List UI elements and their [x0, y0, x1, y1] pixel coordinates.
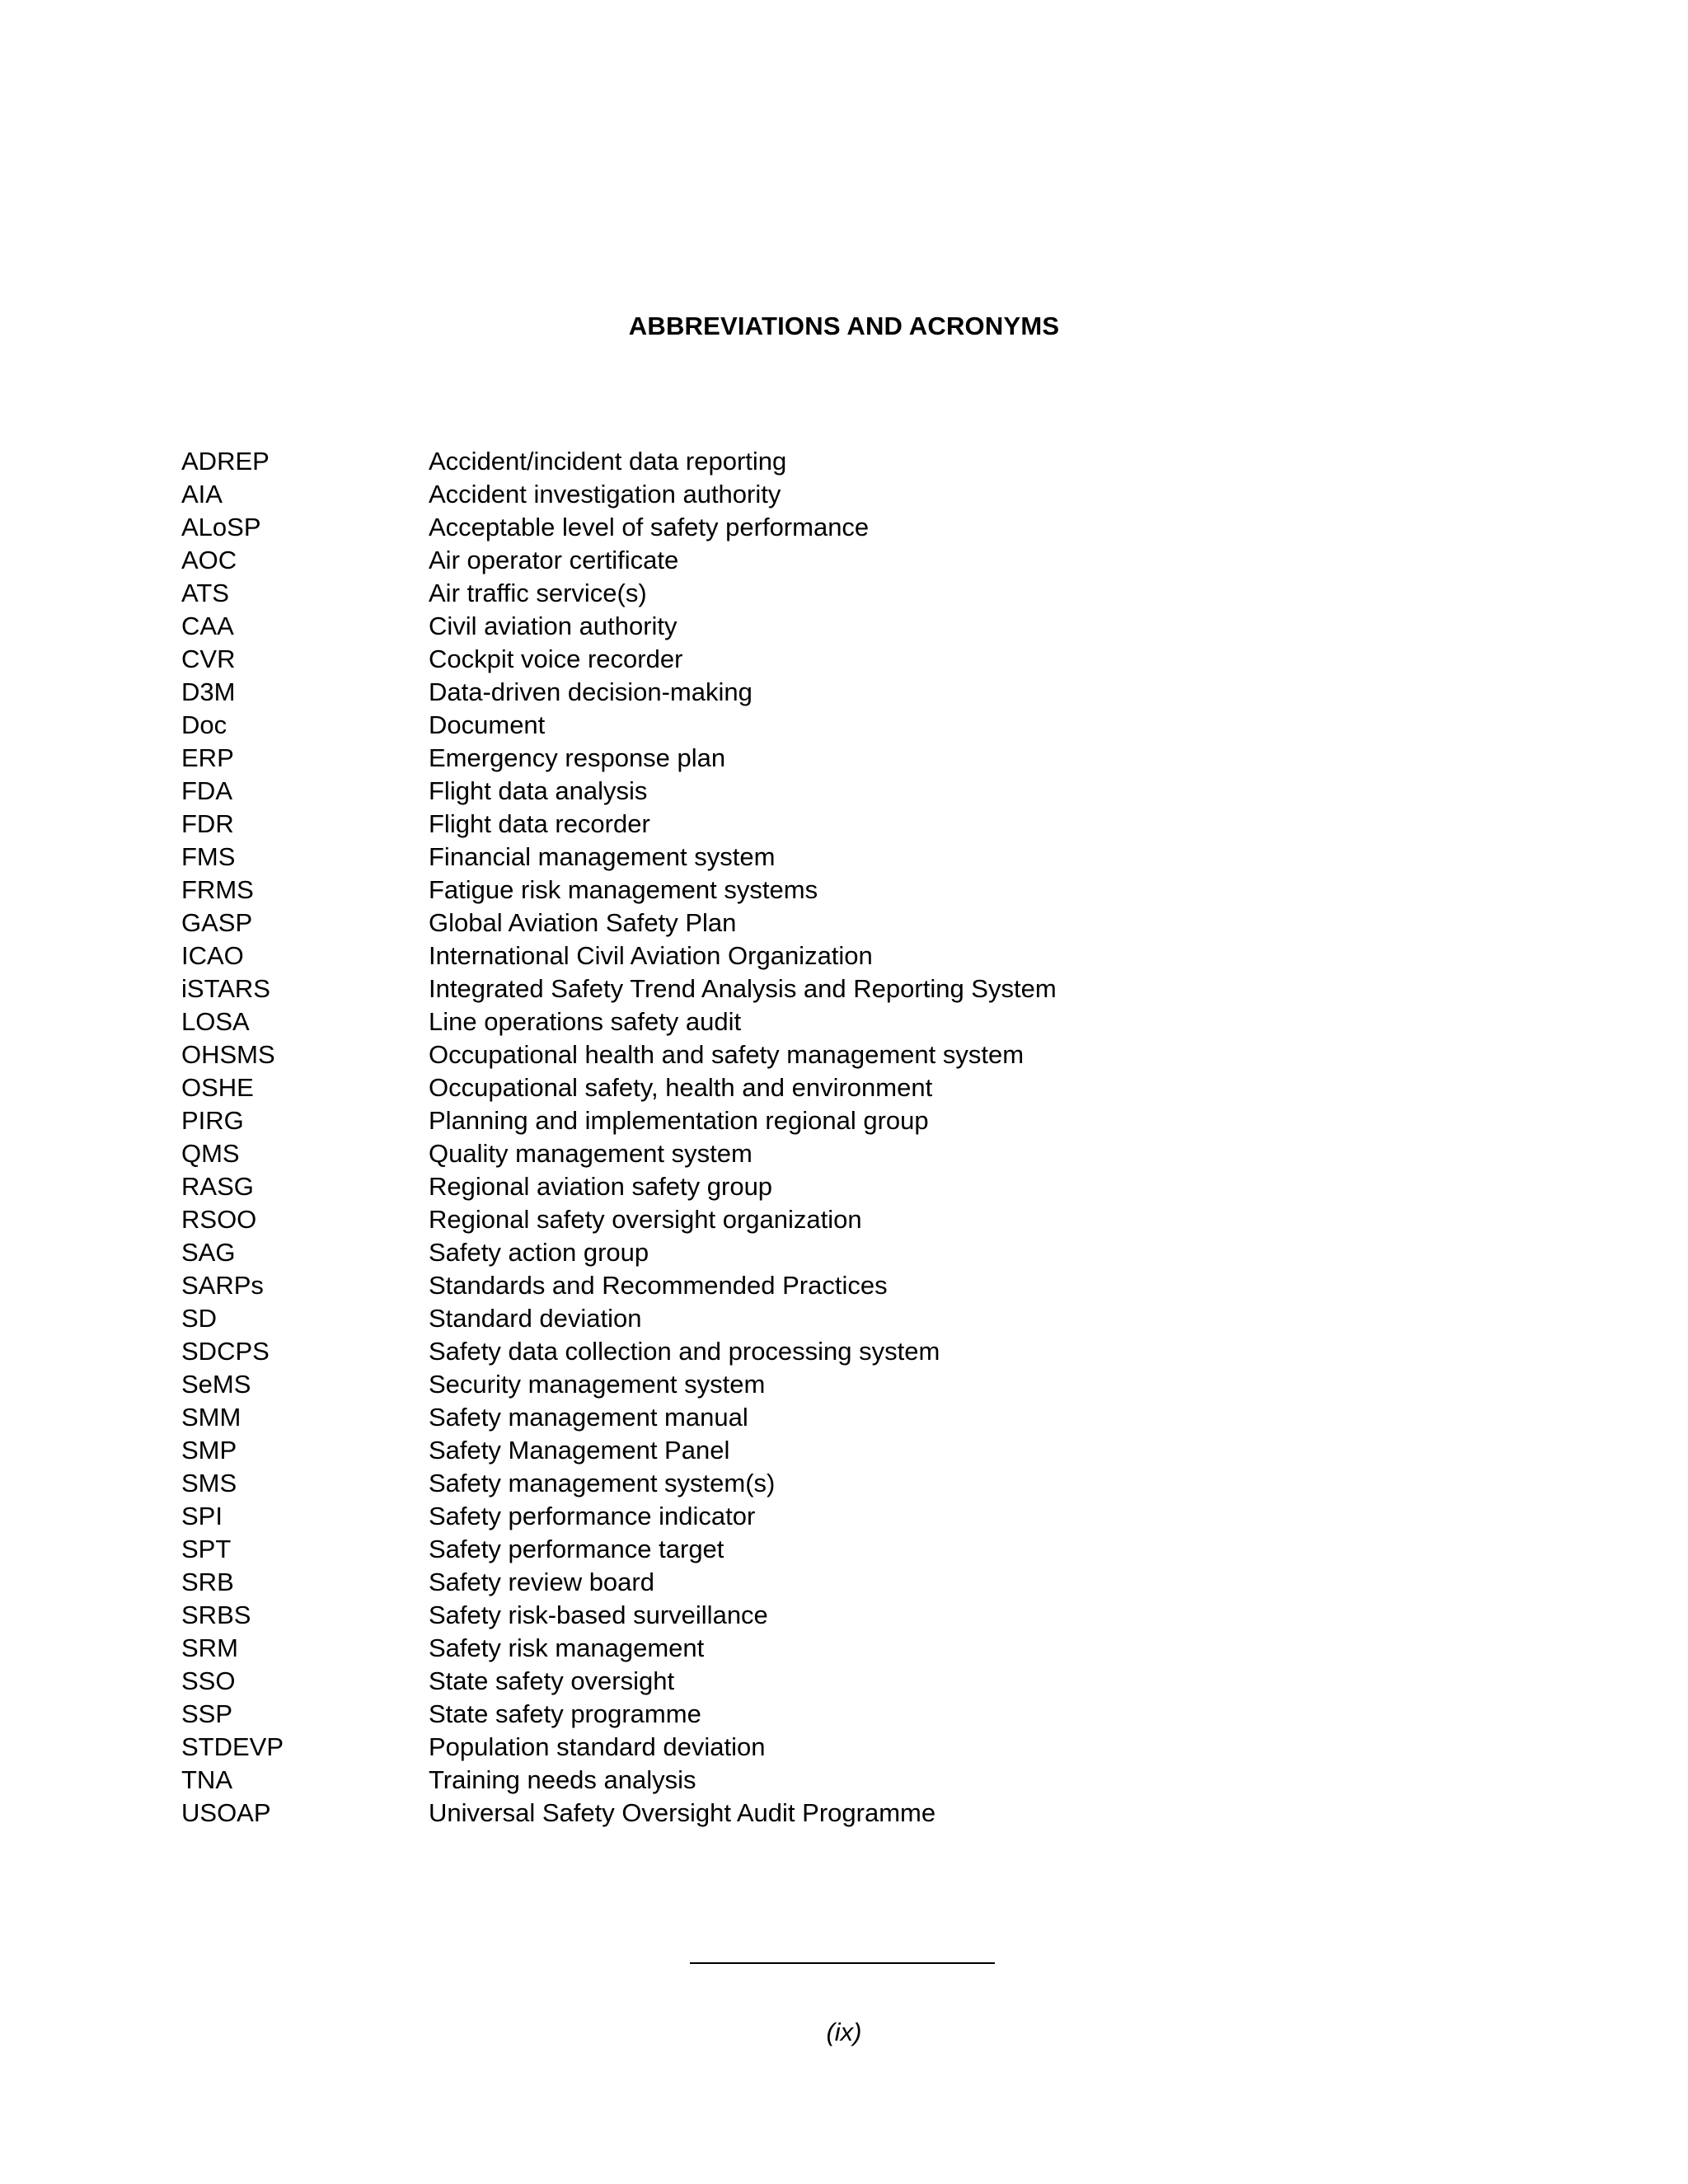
abbreviation-definition: Population standard deviation — [429, 1732, 766, 1761]
abbreviation-definition: Safety management system(s) — [429, 1469, 776, 1497]
abbreviation-definition: International Civil Aviation Organization — [429, 941, 873, 970]
abbreviation-row — [181, 1005, 1500, 1038]
abbreviation-row — [181, 1566, 1500, 1599]
abbreviation-term: SDCPS — [181, 1337, 270, 1366]
abbreviation-row — [181, 1599, 1500, 1632]
abbreviation-term: D3M — [181, 677, 236, 706]
abbreviation-term: OSHE — [181, 1073, 254, 1102]
abbreviation-definition: Universal Safety Oversight Audit Programme — [429, 1798, 936, 1827]
abbreviation-term: FDR — [181, 809, 234, 838]
abbreviation-term: FDA — [181, 776, 232, 805]
abbreviation-row — [181, 1797, 1500, 1830]
abbreviation-definition: Flight data analysis — [429, 776, 648, 805]
abbreviation-row — [181, 972, 1500, 1005]
abbreviation-term: CVR — [181, 644, 236, 673]
abbreviation-definition: Planning and implementation regional group — [429, 1106, 929, 1135]
abbreviation-term: SRB — [181, 1568, 234, 1596]
abbreviation-definition: Occupational health and safety management system — [429, 1040, 1025, 1069]
abbreviation-row — [181, 1401, 1500, 1434]
abbreviation-definition: Air operator certificate — [429, 546, 679, 574]
abbreviation-definition: Safety management manual — [429, 1403, 748, 1432]
abbreviation-term: SMS — [181, 1469, 237, 1497]
abbreviation-term: FRMS — [181, 875, 254, 904]
abbreviation-row — [181, 1368, 1500, 1401]
abbreviation-row — [181, 1533, 1500, 1566]
abbreviation-definition: State safety oversight — [429, 1666, 675, 1695]
abbreviation-term: GASP — [181, 908, 253, 937]
page-title: ABBREVIATIONS AND ACRONYMS — [628, 312, 1060, 340]
abbreviation-row — [181, 1302, 1500, 1335]
abbreviation-definition: Safety performance target — [429, 1535, 724, 1563]
abbreviation-term: ADREP — [181, 447, 270, 476]
abbreviation-row — [181, 1698, 1500, 1731]
abbreviation-term: SARPs — [181, 1271, 264, 1300]
abbreviation-row — [181, 1170, 1500, 1203]
abbreviation-list — [181, 445, 1500, 1830]
abbreviation-row — [181, 742, 1500, 775]
abbreviation-definition: Safety action group — [429, 1238, 649, 1267]
abbreviation-term: RASG — [181, 1172, 254, 1201]
abbreviation-definition: Emergency response plan — [429, 743, 726, 772]
abbreviation-row — [181, 1500, 1500, 1533]
abbreviation-term: AIA — [181, 480, 223, 509]
abbreviation-term: OHSMS — [181, 1040, 275, 1069]
abbreviation-term: Doc — [181, 710, 227, 739]
abbreviation-row — [181, 1236, 1500, 1269]
abbreviation-definition: Financial management system — [429, 842, 776, 871]
abbreviation-term: SSP — [181, 1699, 233, 1728]
abbreviation-term: RSOO — [181, 1205, 257, 1234]
abbreviation-definition: Safety review board — [429, 1568, 654, 1596]
abbreviation-term: SMP — [181, 1436, 237, 1465]
abbreviation-definition: Integrated Safety Trend Analysis and Reporting System — [429, 974, 1057, 1003]
abbreviation-row — [181, 1104, 1500, 1137]
abbreviation-definition: Quality management system — [429, 1139, 753, 1168]
abbreviation-row — [181, 544, 1500, 577]
abbreviation-definition: Accident investigation authority — [429, 480, 781, 509]
abbreviation-definition: Standards and Recommended Practices — [429, 1271, 888, 1300]
abbreviation-definition: Safety data collection and processing system — [429, 1337, 940, 1366]
abbreviation-term: QMS — [181, 1139, 240, 1168]
abbreviation-definition: Acceptable level of safety performance — [429, 513, 870, 541]
abbreviation-row — [181, 775, 1500, 808]
abbreviation-term: SSO — [181, 1666, 236, 1695]
abbreviation-row — [181, 610, 1500, 643]
abbreviation-definition: Air traffic service(s) — [429, 579, 647, 607]
abbreviation-row — [181, 1269, 1500, 1302]
abbreviation-term: SD — [181, 1304, 218, 1333]
page-number: (ix) — [826, 2018, 862, 2046]
abbreviation-row — [181, 511, 1500, 544]
abbreviation-row — [181, 1467, 1500, 1500]
abbreviation-row — [181, 808, 1500, 841]
abbreviation-row — [181, 907, 1500, 940]
abbreviation-definition: Regional aviation safety group — [429, 1172, 773, 1201]
abbreviation-definition: Standard deviation — [429, 1304, 642, 1333]
abbreviation-term: USOAP — [181, 1798, 271, 1827]
abbreviation-term: ICAO — [181, 941, 244, 970]
abbreviation-definition: Document — [429, 710, 546, 739]
abbreviation-term: SRBS — [181, 1601, 251, 1629]
abbreviation-definition: Accident/incident data reporting — [429, 447, 787, 476]
abbreviation-term: PIRG — [181, 1106, 244, 1135]
abbreviation-term: SAG — [181, 1238, 236, 1267]
abbreviation-definition: Safety risk management — [429, 1633, 705, 1662]
abbreviation-row — [181, 1632, 1500, 1665]
abbreviation-definition: Security management system — [429, 1370, 766, 1399]
abbreviation-row — [181, 1038, 1500, 1071]
abbreviation-term: ATS — [181, 579, 229, 607]
abbreviation-definition: State safety programme — [429, 1699, 701, 1728]
abbreviation-definition: Line operations safety audit — [429, 1007, 742, 1036]
abbreviation-term: ALoSP — [181, 513, 261, 541]
abbreviation-row — [181, 1665, 1500, 1698]
abbreviation-row — [181, 709, 1500, 742]
abbreviation-term: SRM — [181, 1633, 238, 1662]
abbreviation-row — [181, 940, 1500, 972]
abbreviation-definition: Regional safety oversight organization — [429, 1205, 862, 1234]
abbreviation-term: LOSA — [181, 1007, 250, 1036]
abbreviation-definition: Flight data recorder — [429, 809, 650, 838]
abbreviation-row — [181, 1731, 1500, 1764]
abbreviation-definition: Civil aviation authority — [429, 612, 678, 640]
abbreviation-row — [181, 1764, 1500, 1797]
footer-divider — [690, 1962, 995, 1964]
abbreviation-term: ERP — [181, 743, 234, 772]
abbreviation-row — [181, 676, 1500, 709]
abbreviation-definition: Safety risk-based surveillance — [429, 1601, 768, 1629]
abbreviation-row — [181, 1434, 1500, 1467]
abbreviation-row — [181, 1071, 1500, 1104]
abbreviation-term: CAA — [181, 612, 234, 640]
abbreviation-definition: Safety Management Panel — [429, 1436, 730, 1465]
abbreviation-term: STDEVP — [181, 1732, 284, 1761]
abbreviation-row — [181, 445, 1500, 478]
abbreviation-definition: Cockpit voice recorder — [429, 644, 683, 673]
abbreviation-definition: Training needs analysis — [429, 1765, 696, 1794]
abbreviation-term: SeMS — [181, 1370, 251, 1399]
abbreviation-term: SPT — [181, 1535, 232, 1563]
abbreviation-term: SMM — [181, 1403, 241, 1432]
abbreviation-term: FMS — [181, 842, 236, 871]
abbreviation-row — [181, 577, 1500, 610]
abbreviation-term: AOC — [181, 546, 237, 574]
abbreviation-row — [181, 841, 1500, 874]
abbreviation-term: SPI — [181, 1502, 223, 1530]
abbreviation-definition: Global Aviation Safety Plan — [429, 908, 737, 937]
abbreviation-definition: Data-driven decision-making — [429, 677, 753, 706]
abbreviation-term: TNA — [181, 1765, 232, 1794]
abbreviation-definition: Occupational safety, health and environment — [429, 1073, 933, 1102]
abbreviation-row — [181, 1335, 1500, 1368]
abbreviation-row — [181, 1203, 1500, 1236]
abbreviation-row — [181, 643, 1500, 676]
abbreviation-definition: Safety performance indicator — [429, 1502, 756, 1530]
abbreviation-term: iSTARS — [181, 974, 270, 1003]
abbreviation-row — [181, 1137, 1500, 1170]
abbreviation-definition: Fatigue risk management systems — [429, 875, 818, 904]
abbreviation-row — [181, 478, 1500, 511]
abbreviation-row — [181, 874, 1500, 907]
